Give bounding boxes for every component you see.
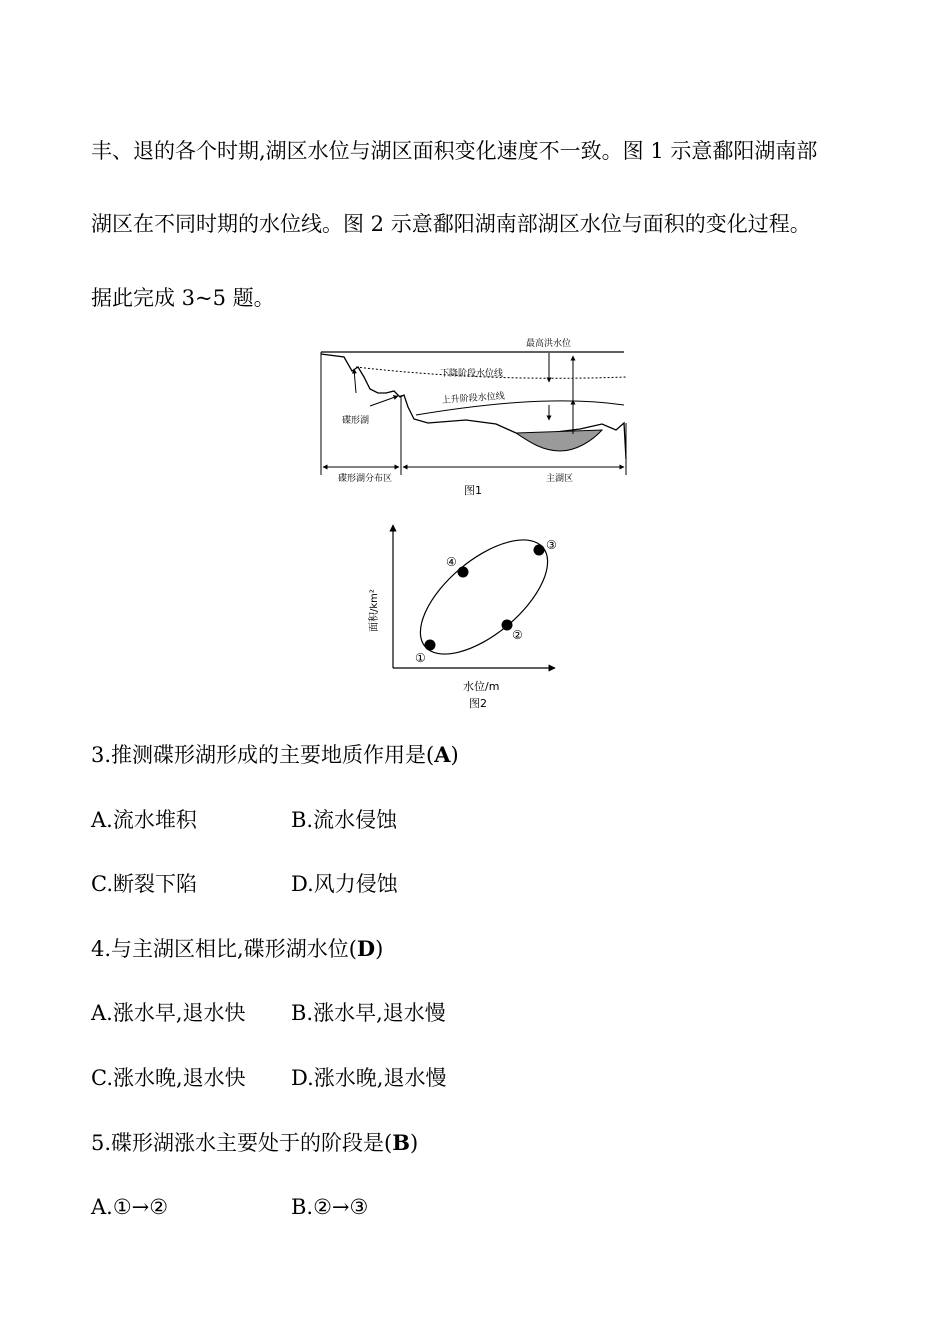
hysteresis-loop [401, 520, 565, 675]
figure-1-caption: 图1 [464, 484, 482, 497]
q5-option-b: B.②→③ [291, 1195, 369, 1219]
point-1 [425, 640, 436, 651]
figure-1 [316, 333, 632, 498]
label-zone-left: 碟形湖分布区 [338, 474, 393, 484]
question-4-stem: 4.与主湖区相比,碟形湖水位(D) [91, 936, 384, 961]
figure-2 [355, 520, 565, 715]
q3-option-d: D.风力侵蚀 [291, 872, 398, 896]
question-3-answer: A [434, 742, 451, 767]
point-4 [458, 567, 469, 578]
point-label-2: ② [512, 628, 523, 642]
q5-option-a: A.①→② [91, 1195, 169, 1219]
point-label-4: ④ [446, 555, 457, 569]
intro-line-1: 丰、退的各个时期,湖区水位与湖区面积变化速度不一致。图 1 示意鄱阳湖南部 [91, 139, 818, 163]
q4-option-b: B.涨水早,退水慢 [291, 1001, 446, 1025]
question-5-stem: 5.碟形湖涨水主要处于的阶段是(B) [91, 1130, 419, 1155]
question-4-answer: D [356, 936, 376, 961]
x-axis-label: 水位/m [463, 680, 500, 693]
q4-option-c: C.涨水晚,退水快 [91, 1066, 246, 1090]
point-label-3: ③ [546, 538, 557, 552]
question-3-stem: 3.推测碟形湖形成的主要地质作用是(A) [91, 742, 459, 767]
label-falling-stage: 下降阶段水位线 [440, 369, 504, 379]
label-highest-flood: 最高洪水位 [526, 339, 572, 349]
intro-line-2: 湖区在不同时期的水位线。图 2 示意鄱阳湖南部湖区水位与面积的变化过程。 [91, 212, 811, 236]
q4-option-d: D.涨水晚,退水慢 [291, 1066, 447, 1090]
point-3 [534, 545, 545, 556]
label-rising-stage: 上升阶段水位线 [441, 391, 506, 406]
figure-2-caption: 图2 [469, 697, 487, 710]
q4-option-a: A.涨水早,退水快 [91, 1001, 246, 1025]
q3-option-c: C.断裂下陷 [91, 872, 197, 896]
label-zone-right: 主湖区 [546, 474, 574, 484]
question-5-answer: B [392, 1130, 410, 1155]
point-label-1: ① [415, 651, 426, 665]
label-dish-lake: 碟形湖 [342, 416, 370, 426]
q3-option-a: A.流水堆积 [91, 808, 197, 832]
main-lake-water [516, 430, 602, 451]
q3-option-b: B.流水侵蚀 [291, 808, 398, 832]
y-axis-label: 面积/km² [369, 589, 380, 632]
intro-line-3: 据此完成 3~5 题。 [91, 286, 275, 310]
point-2 [502, 620, 513, 631]
